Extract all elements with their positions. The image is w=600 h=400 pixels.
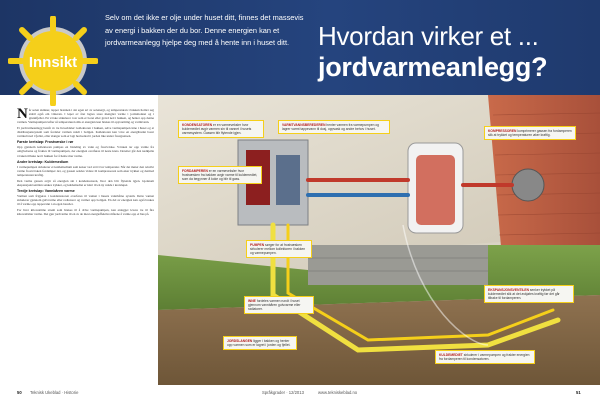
callout-pumpen: PUMPEN sørger for at frostvæsken sirkulerer mellom kollektoren i bakken og varmepumpen. [246, 240, 312, 258]
footer-issue: Språkgrader · 12/2013 [262, 390, 304, 395]
page-number-left: 50 [17, 390, 22, 395]
article-paragraph: For hver kilowattime strøm som brukes til å drive varmepumpen, kan anlegget levere tre til fire kilowattimer varme. Det gjør jordvarme til en av de mest energieffektive måtene å varme opp et hus på. [17, 207, 154, 216]
callout-kompressoren: KOMPRESSOREN komprimerer gassen fra fordamperen slik at trykket og temperaturen øker kraftig. [484, 126, 576, 140]
callout-jordslangen: JORDSLANGEN ligger i bakken og henter opp varmen som er lagret i jorden og fjellet. [223, 336, 297, 350]
article-paragraph: Opp gjennom kollektoren pumpes en blanding av vann og frostvæske. Væsken tar opp varme fra omgivelsene og fraktes til varmepumpen, der energien overføres til neste krets. Deretter går den nedkjølte væsken tilbake ned i bakken for å hente mer varme. [17, 145, 154, 158]
article-body [17, 108, 154, 378]
page-number-right: 51 [576, 390, 581, 395]
footer-publication: Teknisk Ukeblad · Historie [30, 390, 79, 395]
article-heading: Andre kretsløp: Kuldemedium [17, 159, 69, 164]
article-paragraph: Varmen som frigjøres i kondensatoren overføres til vannet i husets vannbårne system. Dette vannet sirkulerer gjennom gulvvarme eller radiatorer og varmer opp boligen. En del av energien kan også brukes til å varme opp tappevann i en egen bereder. [17, 193, 154, 206]
article-paragraph: Når solen skinner, tapper brønnen i sin egen art av solenergi, og temperaturen i bakken holder seg stabil også om vinteren. I løpet av året lagres store mengder varme i jordsmonnet og i grunnfjellet. En væske sirkulerer i rør som er boret eller gravd ned i bakken, og henter opp denne varmen. Varmepumpen løfter så temperaturen slik at energien kan brukes til oppvarming og varmtvann. [17, 108, 154, 125]
callout-varmtvannsberederen: VARMTVANNSBEREDEREN henter varmen fra varmepumpen og lagrer varmt tappevann til dusj, oppvask og andre behov i huset. [278, 120, 390, 134]
callout-inne: INNE fordeles varmen rundt i huset gjennom vannbåren gulvvarme eller radiatorer. [244, 296, 314, 314]
article-paragraph: Den varme gassen avgir så energien sin i kondensatoren, hvor den blir flytende igjen. Gjennom ekspansjonsventilen senkes trykket, og kuldemediet er klart til en ny runde i kretsløpet. [17, 178, 154, 187]
article-paragraph: Et jordvarmeanlegg består av tre hoveddeler: kollektoren i bakken, selve varmepumpen inne i huset og et distribusjonssystem som fordeler varmen rundt i boligen. Kollektoren kan være en energibrønn boret vertikalt ned i fjellet, eller slanger som er lagt horisontalt i jorden like under frostgrensen. [17, 126, 154, 139]
article-heading: Første kretsløp: Frostvæske i rør [17, 140, 74, 145]
logo-text: Innsikt [28, 54, 78, 71]
innsikt-logo [8, 16, 98, 106]
article-paragraph: I varmepumpen sirkulerer et kuldemedium som koker ved svært lav temperatur. Når det møter den relativt varme frostvæsken fordamper det, og gassen sendes videre til kompressoren som øker trykket og dermed temperaturen kraftig. [17, 164, 154, 177]
compressor [512, 169, 544, 201]
article-heading: Tredje kretsløp: Vannbåren varme [17, 188, 75, 193]
drop-cap: N [17, 108, 28, 122]
foundation [308, 245, 488, 285]
title-line-2: jordvarmeanlegg? [318, 52, 548, 82]
callout-kondensatoren: KONDENSATOREN er en varmeveksler hvor kuldemediet avgir varmen sin til vannet i husets varmesystem. Gassen blir flytende igjen. [178, 120, 264, 138]
footer [0, 385, 600, 400]
footer-url: www.tekniskeblad.no [318, 390, 358, 395]
title-line-1: Hvordan virker et ... [318, 21, 539, 51]
callout-ekspansjonsventilen: EKSPANSJONSVENTILEN senker trykket på kuldemediet slik at det avkjøles kraftig før det går tilbake til fordamperen. [484, 285, 574, 303]
callout-fordamperen: FORDAMPEREN er en varmeveksler hvor frostvæsken fra bakken avgir varme til kuldemediet, som da begynner å koke og blir til gass. [178, 166, 262, 184]
evaporator-tank [276, 155, 300, 205]
lead-text: Selv om det ikke er olje under huset ditt, finnes det massevis av energi i bakken der du bor. Denne energien kan et jordvarmeanlegg hjelpe deg med å hente inn i huset ditt. [105, 13, 304, 47]
callout-kuldemediet: KULDEMEDIET sirkulerer i varmepumpen og frakter energien fra fordamperen til kondensatoren. [435, 350, 535, 364]
